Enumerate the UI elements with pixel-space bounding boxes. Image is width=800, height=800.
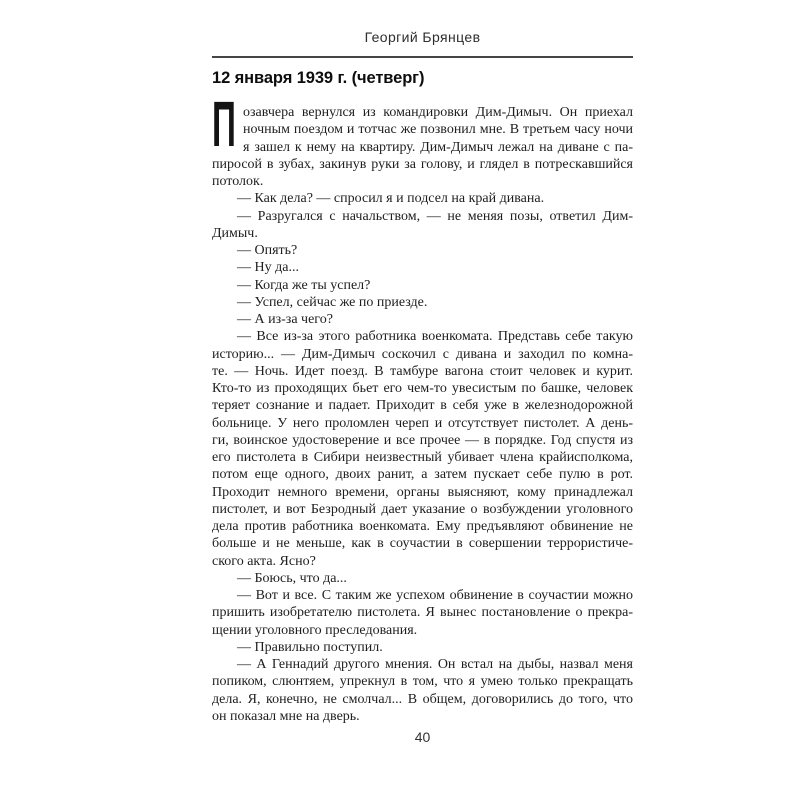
text-line: потолок. bbox=[212, 174, 264, 189]
paragraph bbox=[212, 328, 633, 570]
paragraph bbox=[212, 656, 633, 725]
text-line: — Все из-за этого работника военкомата. Представь себе такую bbox=[237, 329, 633, 345]
paragraph bbox=[212, 639, 633, 656]
text-line: дела. Я, конечно, не смолчал... В общем, договорились до того, что bbox=[212, 691, 633, 707]
text-line: — Разругался с начальством, — не меняя позы, ответил Дим- bbox=[237, 208, 633, 224]
text-line: — Правильно поступил. bbox=[237, 639, 383, 655]
paragraph bbox=[212, 570, 633, 587]
text-line: — А из-за чего? bbox=[237, 312, 333, 327]
text-line: — Вот и все. С таким же успехом обвинение в соучастии можно bbox=[237, 588, 633, 603]
text-line: Кто-то из проходящих бьет его чем-то увесистым по башке, человек bbox=[212, 381, 633, 396]
paragraph bbox=[212, 208, 633, 243]
text-line: — Ну да... bbox=[237, 260, 299, 276]
text-line: пиросой в зубах, закинув руки за голову, и глядел в потрескавшийся bbox=[212, 156, 633, 172]
header-rule bbox=[212, 56, 633, 58]
text-line: озавчера вернулся из командировки Дим-Димыч. Он приехал bbox=[243, 105, 633, 120]
text-line: попиком, слюнтяем, упрекнул в том, что я умею только прекращать bbox=[212, 674, 633, 690]
date-heading: 12 января 1939 г. (четверг) bbox=[212, 69, 425, 87]
paragraph bbox=[212, 242, 633, 259]
text-line: Димыч. bbox=[212, 225, 258, 241]
text-line: историю... — Дим-Димыч соскочил с дивана и заходил по комна- bbox=[212, 346, 633, 362]
paragraph bbox=[212, 190, 633, 207]
text-line: ского акта. Ясно? bbox=[212, 553, 316, 569]
paragraph bbox=[212, 294, 633, 311]
text-line: больше и не меньше, как в соучастии в совершении террористиче- bbox=[212, 536, 633, 552]
text-line: теряет сознание и падает. Приходит в себя уже в железнодорожной bbox=[212, 398, 633, 414]
text-block bbox=[212, 88, 633, 725]
running-head: Георгий Брянцев bbox=[364, 29, 481, 45]
text-line: те. — Ночь. Идет поезд. В тамбуре вагона стоит человек и курит. bbox=[212, 363, 633, 379]
text-line: — Когда же ты успел? bbox=[237, 277, 371, 293]
paragraph bbox=[212, 259, 633, 276]
text-line: — Успел, сейчас же по приезде. bbox=[237, 294, 428, 310]
text-line: он показал мне на дверь. bbox=[212, 708, 360, 724]
text-line: больнице. У него проломлен череп и отсутствует пистолет. А день- bbox=[212, 415, 633, 431]
paragraph bbox=[212, 88, 633, 190]
text-line: его пистолета в Сибири неизвестный убивает члена крайисполкома, bbox=[212, 450, 633, 465]
paragraph bbox=[212, 587, 633, 639]
text-line: — Опять? bbox=[237, 243, 298, 258]
text-line: я зашел к нему на квартиру. Дим-Димыч лежал на диване с па- bbox=[243, 139, 633, 155]
text-line: — А Геннадий другого мнения. Он встал на дыбы, назвал меня bbox=[237, 657, 633, 672]
page-number: 40 bbox=[414, 729, 431, 745]
text-line: щении уголовного преследования. bbox=[212, 622, 418, 638]
text-line: ги, воинское удостоверение и все прочее — в порядке. Год спустя из bbox=[212, 432, 633, 448]
text-line: ночным поездом и тотчас же позвонил мне. В третьем часу ночи bbox=[243, 122, 633, 138]
text-line: потом еще одного, двоих ранит, а затем пускает себе пулю в рот. bbox=[212, 467, 633, 483]
text-line: Проходит немного времени, органы выясняют, кому принадлежал bbox=[212, 484, 633, 500]
text-line: пистолет, и вот Безродный дает указание о возбуждении уголовного bbox=[212, 501, 633, 517]
drop-cap: П bbox=[212, 88, 236, 160]
paragraph bbox=[212, 311, 633, 328]
text-line: — Боюсь, что да... bbox=[237, 570, 347, 586]
paragraph bbox=[212, 277, 633, 294]
text-line: дела против работника военкомата. Ему предъявляют обвинение не bbox=[212, 519, 633, 534]
text-line: пришить изобретателю пистолета. Я вынес постановление о прекра- bbox=[212, 605, 633, 621]
text-line: — Как дела? — спросил я и подсел на край дивана. bbox=[237, 191, 545, 207]
